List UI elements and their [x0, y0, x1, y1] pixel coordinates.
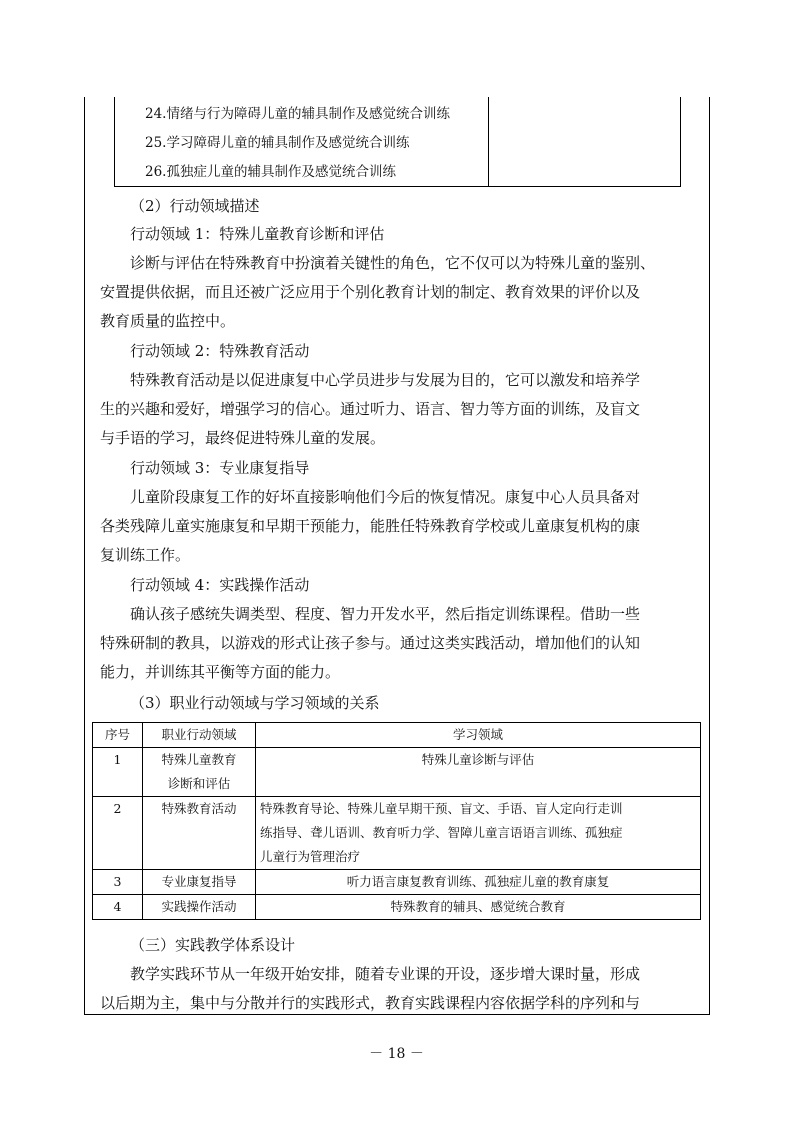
row-action-domain: 专业康复指导: [143, 870, 256, 895]
header-action-domain: 职业行动领域: [143, 723, 256, 748]
domain-2-text-line: 特殊教育活动是以促进康复中心学员进步与发展为目的，它可以激发和培养学: [130, 371, 641, 389]
domain-1-text-line: 诊断与评估在特殊教育中扮演着关键性的角色，它不仅可以为特殊儿童的鉴别、: [130, 254, 656, 272]
row-learning-domain-line: 儿童行为管理治疗: [260, 849, 361, 864]
course-item-26: 26.孤独症儿童的辅具制作及感觉统合训练: [145, 164, 396, 180]
row-learning-domain: [256, 797, 701, 870]
table-row: [93, 895, 701, 920]
course-item-25: 25.学习障碍儿童的辅具制作及感觉统合训练: [145, 135, 410, 151]
row-action-domain: [143, 748, 256, 797]
domain-4-text-line: 特殊研制的教具，以游戏的形式让孩子参与。通过这类实践活动，增加他们的认知: [100, 634, 641, 652]
domain-3-title: 行动领域 3：专业康复指导: [130, 459, 310, 477]
domain-4-text-line: 能力，并训练其平衡等方面的能力。: [100, 663, 341, 681]
row-action-domain: 实践操作活动: [143, 895, 256, 920]
relations-table: [92, 722, 701, 920]
row-no: 3: [93, 870, 143, 895]
section-heading-action-domains: （2）行动领域描述: [130, 197, 260, 215]
domain-2-text-line: 与手语的学习，最终促进特殊儿童的发展。: [100, 429, 386, 447]
domain-1-text-line: 安置提供依据，而且还被广泛应用于个别化教育计划的制定、教育效果的评价以及: [100, 283, 641, 301]
table-row: [93, 870, 701, 895]
row-action-domain-line: 诊断和评估: [167, 776, 231, 791]
header-no: 序号: [93, 723, 143, 748]
row-learning-domain: 特殊儿童诊断与评估: [256, 748, 701, 797]
table-column-divider: [488, 97, 489, 186]
page-number: － 18 －: [369, 1046, 424, 1062]
row-no: 2: [93, 797, 143, 870]
table-row: [93, 797, 701, 870]
row-learning-domain-line: 练指导、聋儿语训、教育听力学、智障儿童言语语言训练、孤独症: [260, 825, 623, 840]
domain-3-text-line: 复训练工作。: [100, 546, 191, 564]
course-list-table: [114, 97, 681, 187]
row-action-domain-line: 特殊儿童教育: [161, 752, 237, 767]
row-learning-domain: 听力语言康复教育训练、孤独症儿童的教育康复: [256, 870, 701, 895]
section-heading-relations: （3）职业行动领域与学习领域的关系: [130, 694, 380, 712]
practice-text-line: 教学实践环节从一年级开始安排，随着专业课的开设，逐步增大课时量，形成: [130, 965, 641, 983]
table-row: [93, 748, 701, 797]
row-learning-domain-line: 特殊教育导论、特殊儿童早期干预、盲文、手语、盲人定向行走训: [260, 801, 623, 816]
practice-text-line: 以后期为主，集中与分散并行的实践形式，教育实践课程内容依据学科的序列和与: [100, 994, 641, 1012]
row-action-domain: 特殊教育活动: [143, 797, 256, 870]
domain-2-text-line: 生的兴趣和爱好，增强学习的信心。通过听力、语言、智力等方面的训练，及盲文: [100, 400, 641, 418]
domain-3-text-line: 各类残障儿童实施康复和早期干预能力，能胜任特殊教育学校或儿童康复机构的康: [100, 517, 641, 535]
domain-4-title: 行动领域 4：实践操作活动: [130, 576, 310, 594]
table-header-row: [93, 723, 701, 748]
domain-1-text-line: 教育质量的监控中。: [100, 312, 236, 330]
row-no: 1: [93, 748, 143, 797]
section-heading-practice-system: （三）实践教学体系设计: [130, 936, 296, 954]
domain-3-text-line: 儿童阶段康复工作的好坏直接影响他们今后的恢复情况。康复中心人员具备对: [130, 488, 641, 506]
domain-2-title: 行动领域 2：特殊教育活动: [130, 342, 310, 360]
course-item-24: 24.情绪与行为障碍儿童的辅具制作及感觉统合训练: [145, 106, 450, 122]
header-learning-domain: 学习领域: [256, 723, 701, 748]
domain-1-title: 行动领域 1：特殊儿童教育诊断和评估: [130, 225, 385, 243]
domain-4-text-line: 确认孩子感统失调类型、程度、智力开发水平，然后指定训练课程。借助一些: [130, 605, 641, 623]
row-learning-domain: 特殊教育的辅具、感觉统合教育: [256, 895, 701, 920]
row-no: 4: [93, 895, 143, 920]
